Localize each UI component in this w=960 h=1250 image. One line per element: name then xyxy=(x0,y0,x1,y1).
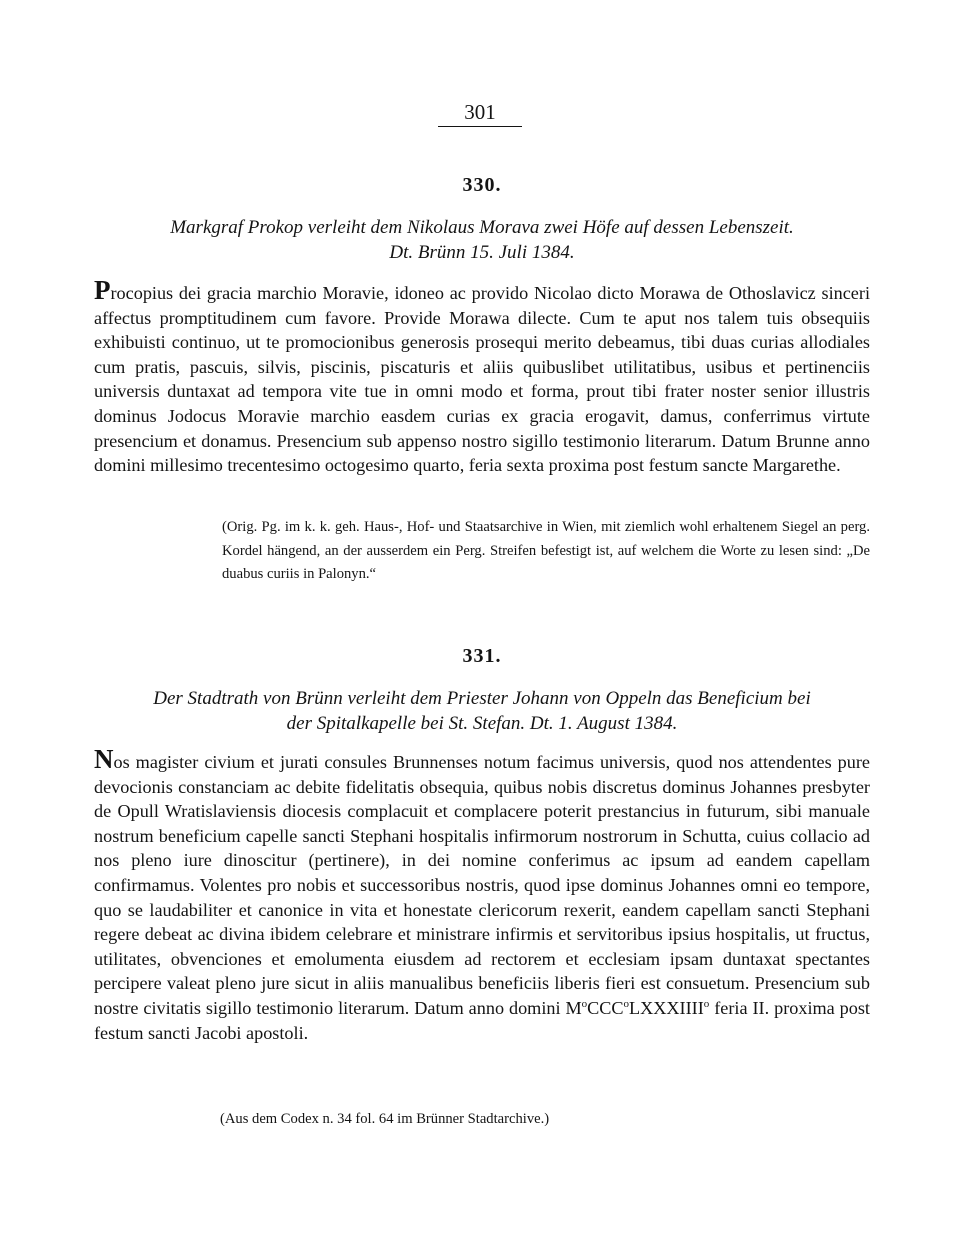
body-text: rocopius dei gracia marchio Moravie, idoneo ac provido Nicolao dicto Morawa de Othoslavicz sinceri affectus promptitudinem cum favore. Provide Morawa dilecte. Cum te aput nos talem tuis obsequiis exhibuisti continuo, ut te promocionibus generosis prosequi merito debeamus, tibi duas curias allodiales cum pratis, pascuis, silvis, piscinis, piscaturis et aliis quibuslibet utilitatibus, usibus et pertinenciis universis duntaxat ad tempora vite tue in omni modo et forma, prout tibi frater noster senior illustris dominus Jodocus Moravie marchio easdem curias ex gracia erogavit, damus, conferrimus virtute presencium et donamus. Presencium sub appenso nostro sigillo testimonio literarum. Datum Brunne anno domini millesimo trecentesimo octogesimo quarto, feria sexta proxima post festum sancte Margarethe. xyxy=(94,283,870,476)
document-body-331 xyxy=(94,744,870,1045)
document-number-331: 331. xyxy=(462,645,502,667)
source-note-331: (Aus dem Codex n. 34 fol. 64 im Brünner Stadtarchive.) xyxy=(220,1111,550,1127)
heading-line: Der Stadtrath von Brünn verleiht dem Priester Johann von Oppeln das Beneficium bei xyxy=(153,688,811,709)
document-heading-330 xyxy=(94,215,870,265)
heading-line: Markgraf Prokop verleiht dem Nikolaus Morava zwei Höfe auf dessen Lebenszeit. xyxy=(170,217,794,238)
source-note-330: (Orig. Pg. im k. k. geh. Haus-, Hof- und Staatsarchive in Wien, mit ziemlich wohl erhaltenem Siegel an perg. Kordel hängend, an der ausserdem ein Perg. Streifen befestigt ist, auf welchem die Worte zu lesen sind: „De duabus curiis in Palonyn.“ xyxy=(222,519,870,582)
date-roman-numeral: $M^oCCC^oLXXXIIII^o$ xyxy=(565,997,710,1018)
body-text: feria II. proxima post festum sancti Jacobi apostoli. xyxy=(94,997,870,1043)
document-body-330 xyxy=(94,275,870,478)
heading-line: Dt. Brünn 15. Juli 1384. xyxy=(389,242,575,263)
heading-line: der Spitalkapelle bei St. Stefan. Dt. 1. August 1384. xyxy=(286,713,678,734)
page-number: 301 xyxy=(464,100,496,124)
document-heading-331 xyxy=(94,686,870,736)
page-number-rule xyxy=(438,126,522,127)
initial-letter: N xyxy=(94,744,114,774)
initial-letter: P xyxy=(94,275,111,305)
document-number-330: 330. xyxy=(462,174,502,196)
body-text: os magister civium et jurati consules Brunnenses notum facimus universis, quod nos attendentes pure devocionis constanciam ac debite fidelitatis obsequia, quibus nobis discretus dominus Johannes presbyter de Opull Wratislaviensis diocesis complacuit et complacere poterit prestancius in futurum, sibi manuale nostrum beneficium capelle sancti Stephani hospitalis infirmorum nostrorum in Schutta, cuius collacio ad nos pleno iure dinoscitur (pertinere), in dei nomine conferimus ac ipsum ad eandem capellam confirmamus. Volentes pro nobis et successoribus nostris, quod ipse dominus Johannes omni eo tempore, quo se laudabiliter et canonice in vita et honestate clericorum rexerit, eandem capellam sancti Stephani regere debeat ac divina ibidem celebrare et ministrare infirmis et servitoribus ipsius hospitalis, ut fructus, utilitates, obvenciones et emolumenta eiusdem ad rectorem et ecclesiam ipsam duntaxat spectantes percipere valeat pleno jure sicut in aliis manualibus beneficiis liberis fieri est consuetum. Presencium sub nostre civitatis sigillo testimonio literarum. Datum anno domini xyxy=(94,752,870,1018)
